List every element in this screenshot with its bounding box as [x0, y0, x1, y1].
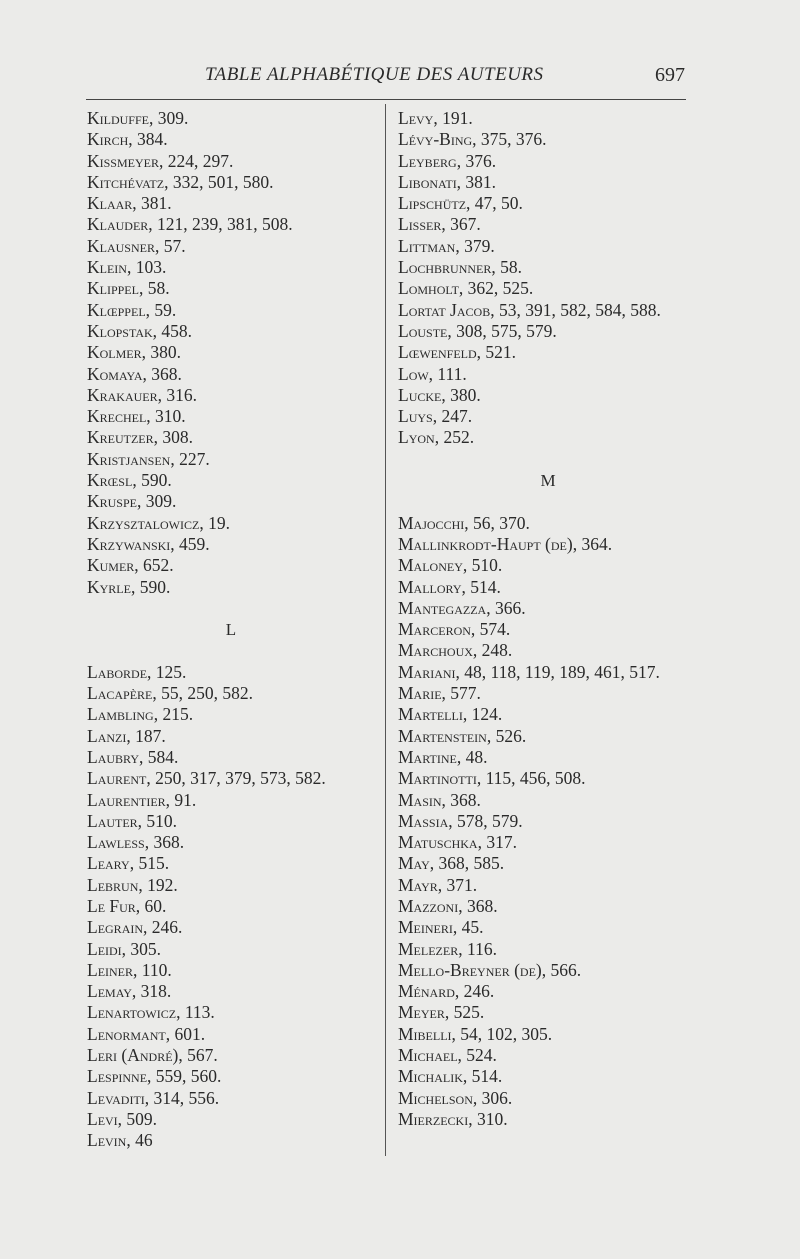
- index-entry: Kissmeyer, 224, 297.: [87, 150, 234, 171]
- index-entry: Lœwenfeld, 521.: [398, 342, 517, 363]
- index-entry: Kristjansen, 227.: [87, 448, 210, 469]
- index-entry: Klippel, 58.: [87, 278, 170, 299]
- right-column: [398, 108, 798, 1130]
- index-entry: Lemay, 318.: [87, 981, 172, 1002]
- index-entry: Martelli, 124.: [398, 704, 503, 725]
- index-entry: Mallory, 514.: [398, 576, 501, 597]
- index-entry: Kirch, 384.: [87, 129, 168, 150]
- index-entry: Lambling, 215.: [87, 704, 194, 725]
- index-entry: Meyer, 525.: [398, 1002, 485, 1023]
- index-entry: Kilduffe, 309.: [87, 108, 189, 128]
- index-entry: Maloney, 510.: [398, 555, 503, 576]
- index-entry: Mantegazza, 366.: [398, 597, 526, 618]
- index-entry: Marie, 577.: [398, 683, 481, 704]
- header-rule: [86, 99, 686, 100]
- index-entry: Le Fur, 60.: [87, 895, 167, 916]
- index-entry: Michael, 524.: [398, 1045, 497, 1066]
- index-entry: Levin, 46: [87, 1130, 153, 1151]
- index-entry: Krechel, 310.: [87, 406, 186, 427]
- index-entry: Kumer, 652.: [87, 555, 174, 576]
- index-entry: Klaar, 381.: [87, 193, 172, 214]
- index-entry: Luys, 247.: [398, 406, 473, 427]
- index-entry: Mello-Breyner (de), 566.: [398, 959, 582, 980]
- index-entry: Lespinne, 559, 560.: [87, 1066, 222, 1087]
- index-entry: Klauder, 121, 239, 381, 508.: [87, 214, 293, 235]
- index-entry: Mayr, 371.: [398, 874, 478, 895]
- index-entry: Legrain, 246.: [87, 917, 183, 938]
- index-entry: Mierzecki, 310.: [398, 1108, 508, 1129]
- index-entry: May, 368, 585.: [398, 853, 505, 874]
- index-entry: Melezer, 116.: [398, 938, 497, 959]
- index-entry: Krakauer, 316.: [87, 384, 198, 405]
- index-entry: Leri (André), 567.: [87, 1045, 218, 1066]
- index-entry: Laubry, 584.: [87, 746, 179, 767]
- index-entry: Krœsl, 590.: [87, 470, 172, 491]
- index-entry: Matuschka, 317.: [398, 832, 517, 853]
- index-entry: Laborde, 125.: [87, 661, 187, 682]
- index-entry: Martinotti, 115, 456, 508.: [398, 768, 586, 789]
- index-entry: Marchoux, 248.: [398, 640, 513, 661]
- index-entry: Krzywanski, 459.: [87, 533, 210, 554]
- index-entry: Littman, 379.: [398, 235, 495, 256]
- index-entry: Lyon, 252.: [398, 427, 475, 448]
- index-entry: Lebrun, 192.: [87, 874, 178, 895]
- index-entry: Lacapère, 55, 250, 582.: [87, 683, 253, 704]
- running-title: TABLE ALPHABÉTIQUE DES AUTEURS: [205, 64, 544, 85]
- index-entry: Kyrle, 590.: [87, 576, 171, 597]
- index-entry: Lipschütz, 47, 50.: [398, 193, 523, 214]
- index-entry: Martine, 48.: [398, 746, 488, 767]
- index-entry: Mallinkrodt-Haupt (de), 364.: [398, 533, 613, 554]
- index-entry: Lortat Jacob, 53, 391, 582, 584, 588.: [398, 299, 661, 320]
- index-entry: Lochbrunner, 58.: [398, 257, 522, 278]
- index-entry: Leiner, 110.: [87, 959, 172, 980]
- index-entry: Lisser, 367.: [398, 214, 481, 235]
- index-entry: Leidi, 305.: [87, 938, 162, 959]
- index-entry: Laurent, 250, 317, 379, 573, 582.: [87, 768, 326, 789]
- index-entry: Klein, 103.: [87, 257, 167, 278]
- index-entry: Laurentier, 91.: [87, 789, 197, 810]
- index-entry: Lawless, 368.: [87, 832, 185, 853]
- index-entry: Lenormant, 601.: [87, 1023, 206, 1044]
- section-letter-l: L: [225, 620, 237, 640]
- index-entry: Mazzoni, 368.: [398, 895, 498, 916]
- index-entry: Lauter, 510.: [87, 810, 178, 831]
- index-entry: Levy, 191.: [398, 108, 473, 128]
- index-entry: Klausner, 57.: [87, 235, 186, 256]
- index-entry: Masin, 368.: [398, 789, 481, 810]
- index-entry: Meineri, 45.: [398, 917, 484, 938]
- index-entry: Michelson, 306.: [398, 1087, 513, 1108]
- index-entry: Krzysztalowicz, 19.: [87, 512, 230, 533]
- index-entry: Lanzi, 187.: [87, 725, 166, 746]
- index-entry: Leyberg, 376.: [398, 150, 497, 171]
- index-entry: Michalik, 514.: [398, 1066, 503, 1087]
- index-entry: Komaya, 368.: [87, 363, 182, 384]
- section-letter-m: M: [540, 471, 556, 491]
- index-entry: Majocchi, 56, 370.: [398, 512, 530, 533]
- index-entry: Kitchévatz, 332, 501, 580.: [87, 171, 274, 192]
- index-entry: Levaditi, 314, 556.: [87, 1087, 220, 1108]
- index-entry: Low, 111.: [398, 363, 467, 384]
- index-entry: Klopstak, 458.: [87, 320, 193, 341]
- index-entry: Marceron, 574.: [398, 619, 511, 640]
- page-number: 697: [655, 64, 685, 86]
- index-entry: Mariani, 48, 118, 119, 189, 461, 517.: [398, 661, 660, 682]
- index-entry: Ménard, 246.: [398, 981, 495, 1002]
- index-entry: Lucke, 380.: [398, 384, 481, 405]
- index-entry: Kreutzer, 308.: [87, 427, 194, 448]
- index-entry: Louste, 308, 575, 579.: [398, 320, 557, 341]
- index-entry: Martenstein, 526.: [398, 725, 527, 746]
- index-entry: Leary, 515.: [87, 853, 170, 874]
- left-column: [87, 108, 379, 1152]
- column-divider: [385, 104, 386, 1156]
- index-entry: Lomholt, 362, 525.: [398, 278, 534, 299]
- page-header: [0, 62, 800, 92]
- index-entry: Lévy-Bing, 375, 376.: [398, 129, 547, 150]
- index-entry: Kolmer, 380.: [87, 342, 182, 363]
- index-entry: Kruspe, 309.: [87, 491, 177, 512]
- index-entry: Mibelli, 54, 102, 305.: [398, 1023, 553, 1044]
- index-entry: Massia, 578, 579.: [398, 810, 523, 831]
- index-entry: Levi, 509.: [87, 1108, 158, 1129]
- index-entry: Libonati, 381.: [398, 171, 497, 192]
- index-entry: Lenartowicz, 113.: [87, 1002, 215, 1023]
- index-entry: Klœppel, 59.: [87, 299, 177, 320]
